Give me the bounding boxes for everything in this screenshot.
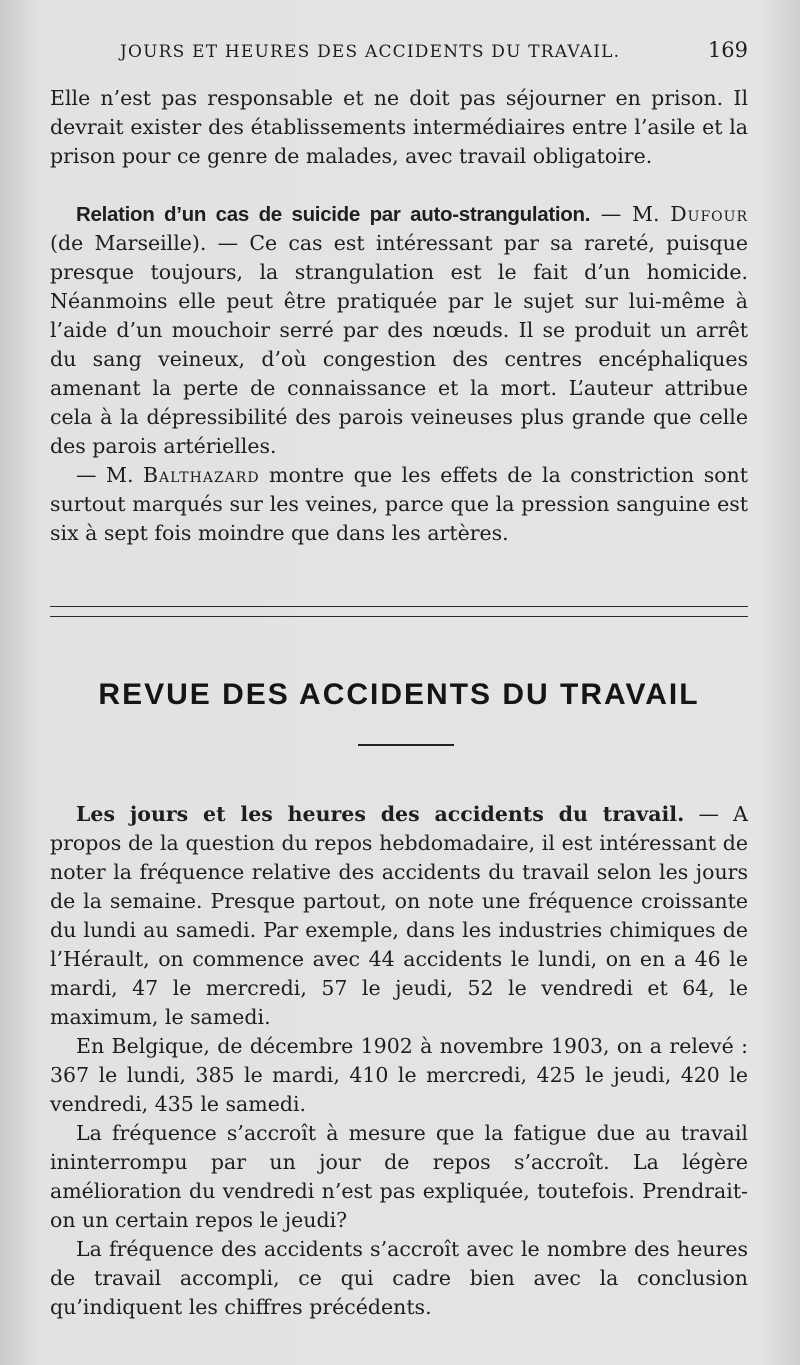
- paragraph-body: — A propos de la question du repos hebdomadaire, il est intéressant de noter la fréquence relative des accidents du travail selon les jours de la semaine. Presque partout, on note une fréquence croissante du lundi au samedi. Par exemple, dans les industries chimiques de l’Hérault, on commence avec 44 accidents le lundi, on en a 46 le mardi, 47 le mercredi, 57 le jeudi, 52 le vendredi et 64, le maximum, le samedi.: [50, 802, 748, 1029]
- double-rule-divider: [50, 606, 748, 617]
- paragraph-text: La fréquence s’accroît à mesure que la fatigue due au travail ininterrompu par un jour de repos s’accroît. La légère amélioration du vendredi n’est pas expliquée, toutefois. Prendrait-on un certain repos le jeudi?: [50, 1121, 748, 1232]
- paragraph-text: Elle n’est pas responsable et ne doit pas séjourner en prison. Il devrait exister des établissements intermédiaires entre l’asile et la prison pour ce genre de malades, avec travail obligatoire.: [50, 86, 748, 168]
- lead-dash: — M.: [76, 463, 143, 487]
- paragraph-prison: [50, 84, 748, 171]
- article-heading: Les jours et les heures des accidents du travail.: [76, 802, 685, 826]
- running-head: [120, 38, 748, 62]
- section-title: REVUE DES ACCIDENTS DU TRAVAIL: [98, 678, 700, 711]
- paragraph-suicide-case: [50, 200, 748, 548]
- author-name: Dufour: [670, 202, 748, 226]
- paragraph-text: [50, 200, 748, 461]
- paragraph-text: [50, 800, 748, 1032]
- page-number: 169: [707, 38, 748, 62]
- paragraph-text: [50, 461, 748, 548]
- article-heading: Relation d’un cas de suicide par auto-strangulation.: [76, 203, 591, 226]
- author-name: Balthazard: [142, 463, 260, 487]
- title-underline: [358, 744, 454, 746]
- running-title: JOURS ET HEURES DES ACCIDENTS DU TRAVAIL.: [120, 42, 621, 62]
- paragraph-text: En Belgique, de décembre 1902 à novembre 1903, on a relevé : 367 le lundi, 385 le mardi, 410 le mercredi, 425 le jeudi, 420 le vendredi, 435 le samedi.: [50, 1034, 748, 1116]
- paragraph-body: (de Marseille). — Ce cas est intéressant par sa rareté, puisque presque toujours, la strangulation est le fait d’un homicide. Néanmoins elle peut être pratiquée par le sujet sur lui-même à l’aide d’un mouchoir serré par des nœuds. Il se produit un arrêt du sang veineux, d’où congestion des centres encéphaliques amenant la perte de connaissance et la mort. L’auteur attribue cela à la dépressibilité des parois veineuses plus grande que celle des parois artérielles.: [50, 231, 748, 458]
- paragraph-accidents: [50, 800, 748, 1322]
- dash: — M.: [590, 202, 671, 226]
- paragraph-body: montre que les effets de la constriction sont surtout marqués sur les veines, parce que la pression sanguine est six à sept fois moindre que dans les artères.: [50, 463, 748, 545]
- paragraph-text: La fréquence des accidents s’accroît avec le nombre des heures de travail accompli, ce qui cadre bien avec la conclusion qu’indiquent les chiffres précédents.: [50, 1237, 748, 1319]
